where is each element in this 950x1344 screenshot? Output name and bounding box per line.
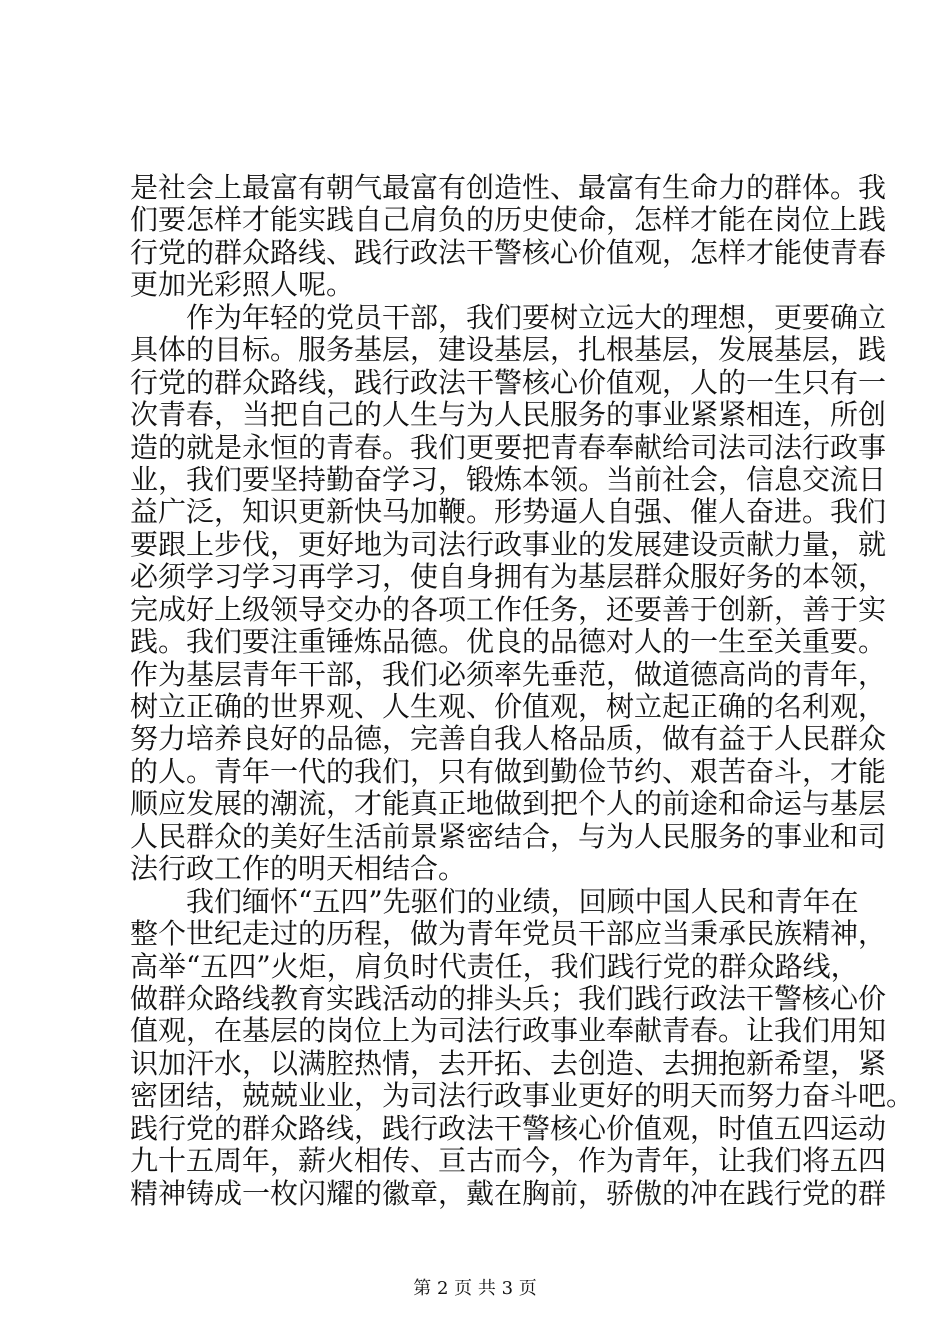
- text-line: 更加光彩照人呢。: [130, 268, 355, 302]
- text-line: 践。我们要注重锤炼品德。优良的品德对人的一生至关重要。: [130, 625, 887, 659]
- text-line: 整个世纪走过的历程，做为青年党员干部应当秉承民族精神，: [130, 917, 887, 951]
- text-line: 精神铸成一枚闪耀的徽章，戴在胸前，骄傲的冲在践行党的群: [130, 1176, 887, 1210]
- text-line: 具体的目标。服务基层，建设基层，扎根基层，发展基层，践: [130, 333, 887, 367]
- text-line: 业，我们要坚持勤奋学习，锻炼本领。当前社会，信息交流日: [130, 462, 887, 496]
- text-line: 作为年轻的党员干部，我们要树立远大的理想，更要确立: [186, 300, 887, 334]
- text-line: 努力培养良好的品德，完善自我人格品质，做有益于人民群众: [130, 722, 887, 756]
- text-line: 九十五周年，薪火相传、亘古而今，作为青年，让我们将五四: [130, 1144, 887, 1178]
- text-line: 树立正确的世界观、人生观、价值观，树立起正确的名利观，: [130, 690, 887, 723]
- text-line: 造的就是永恒的青春。我们更要把青春奉献给司法司法行政事: [130, 430, 887, 464]
- text-line: 我们缅怀“五四”先驱们的业绩，回顾中国人民和青年在: [186, 884, 859, 918]
- text-line: 们要怎样才能实践自己肩负的历史使命，怎样才能在岗位上践: [130, 203, 887, 237]
- text-line: 完成好上级领导交办的各项工作任务，还要善于创新，善于实: [130, 592, 887, 626]
- page-number-footer: 第 2 页 共 3 页: [413, 1278, 537, 1299]
- text-line: 行党的群众路线，践行政法干警核心价值观，人的一生只有一: [130, 365, 887, 399]
- text-line: 次青春，当把自己的人生与为人民服务的事业紧紧相连，所创: [130, 398, 887, 432]
- text-line: 践行党的群众路线，践行政法干警核心价值观，时值五四运动: [130, 1111, 887, 1145]
- text-line: 识加汗水，以满腔热情，去开拓、去创造、去拥抱新希望，紧: [130, 1046, 887, 1080]
- text-line: 益广泛，知识更新快马加鞭。形势逼人自强、催人奋进。我们: [130, 495, 887, 529]
- text-line: 值观，在基层的岗位上为司法行政事业奉献青春。让我们用知: [130, 1014, 887, 1048]
- text-line: 行党的群众路线、践行政法干警核心价值观，怎样才能使青春: [130, 235, 887, 269]
- text-line: 必须学习学习再学习，使自身拥有为基层群众服好务的本领，: [130, 560, 887, 594]
- text-line: 的人。青年一代的我们，只有做到勤俭节约、艰苦奋斗，才能: [130, 754, 887, 788]
- text-line: 人民群众的美好生活前景紧密结合，与为人民服务的事业和司: [130, 819, 887, 853]
- text-line: 密团结，兢兢业业，为司法行政事业更好的明天而努力奋斗吧。: [130, 1079, 915, 1113]
- text-line: 做群众路线教育实践活动的排头兵；我们践行政法干警核心价: [130, 981, 887, 1015]
- text-line: 是社会上最富有朝气最富有创造性、最富有生命力的群体。我: [130, 171, 887, 204]
- text-line: 顺应发展的潮流，才能真正地做到把个人的前途和命运与基层: [130, 787, 887, 821]
- text-line: 高举“五四”火炬，肩负时代责任，我们践行党的群众路线，: [130, 949, 859, 983]
- document-body: [130, 171, 915, 1210]
- text-line: 作为基层青年干部，我们必须率先垂范，做道德高尚的青年，: [130, 657, 887, 691]
- text-line: 要跟上步伐，更好地为司法行政事业的发展建设贡献力量，就: [130, 527, 887, 561]
- text-line: 法行政工作的明天相结合。: [130, 852, 467, 886]
